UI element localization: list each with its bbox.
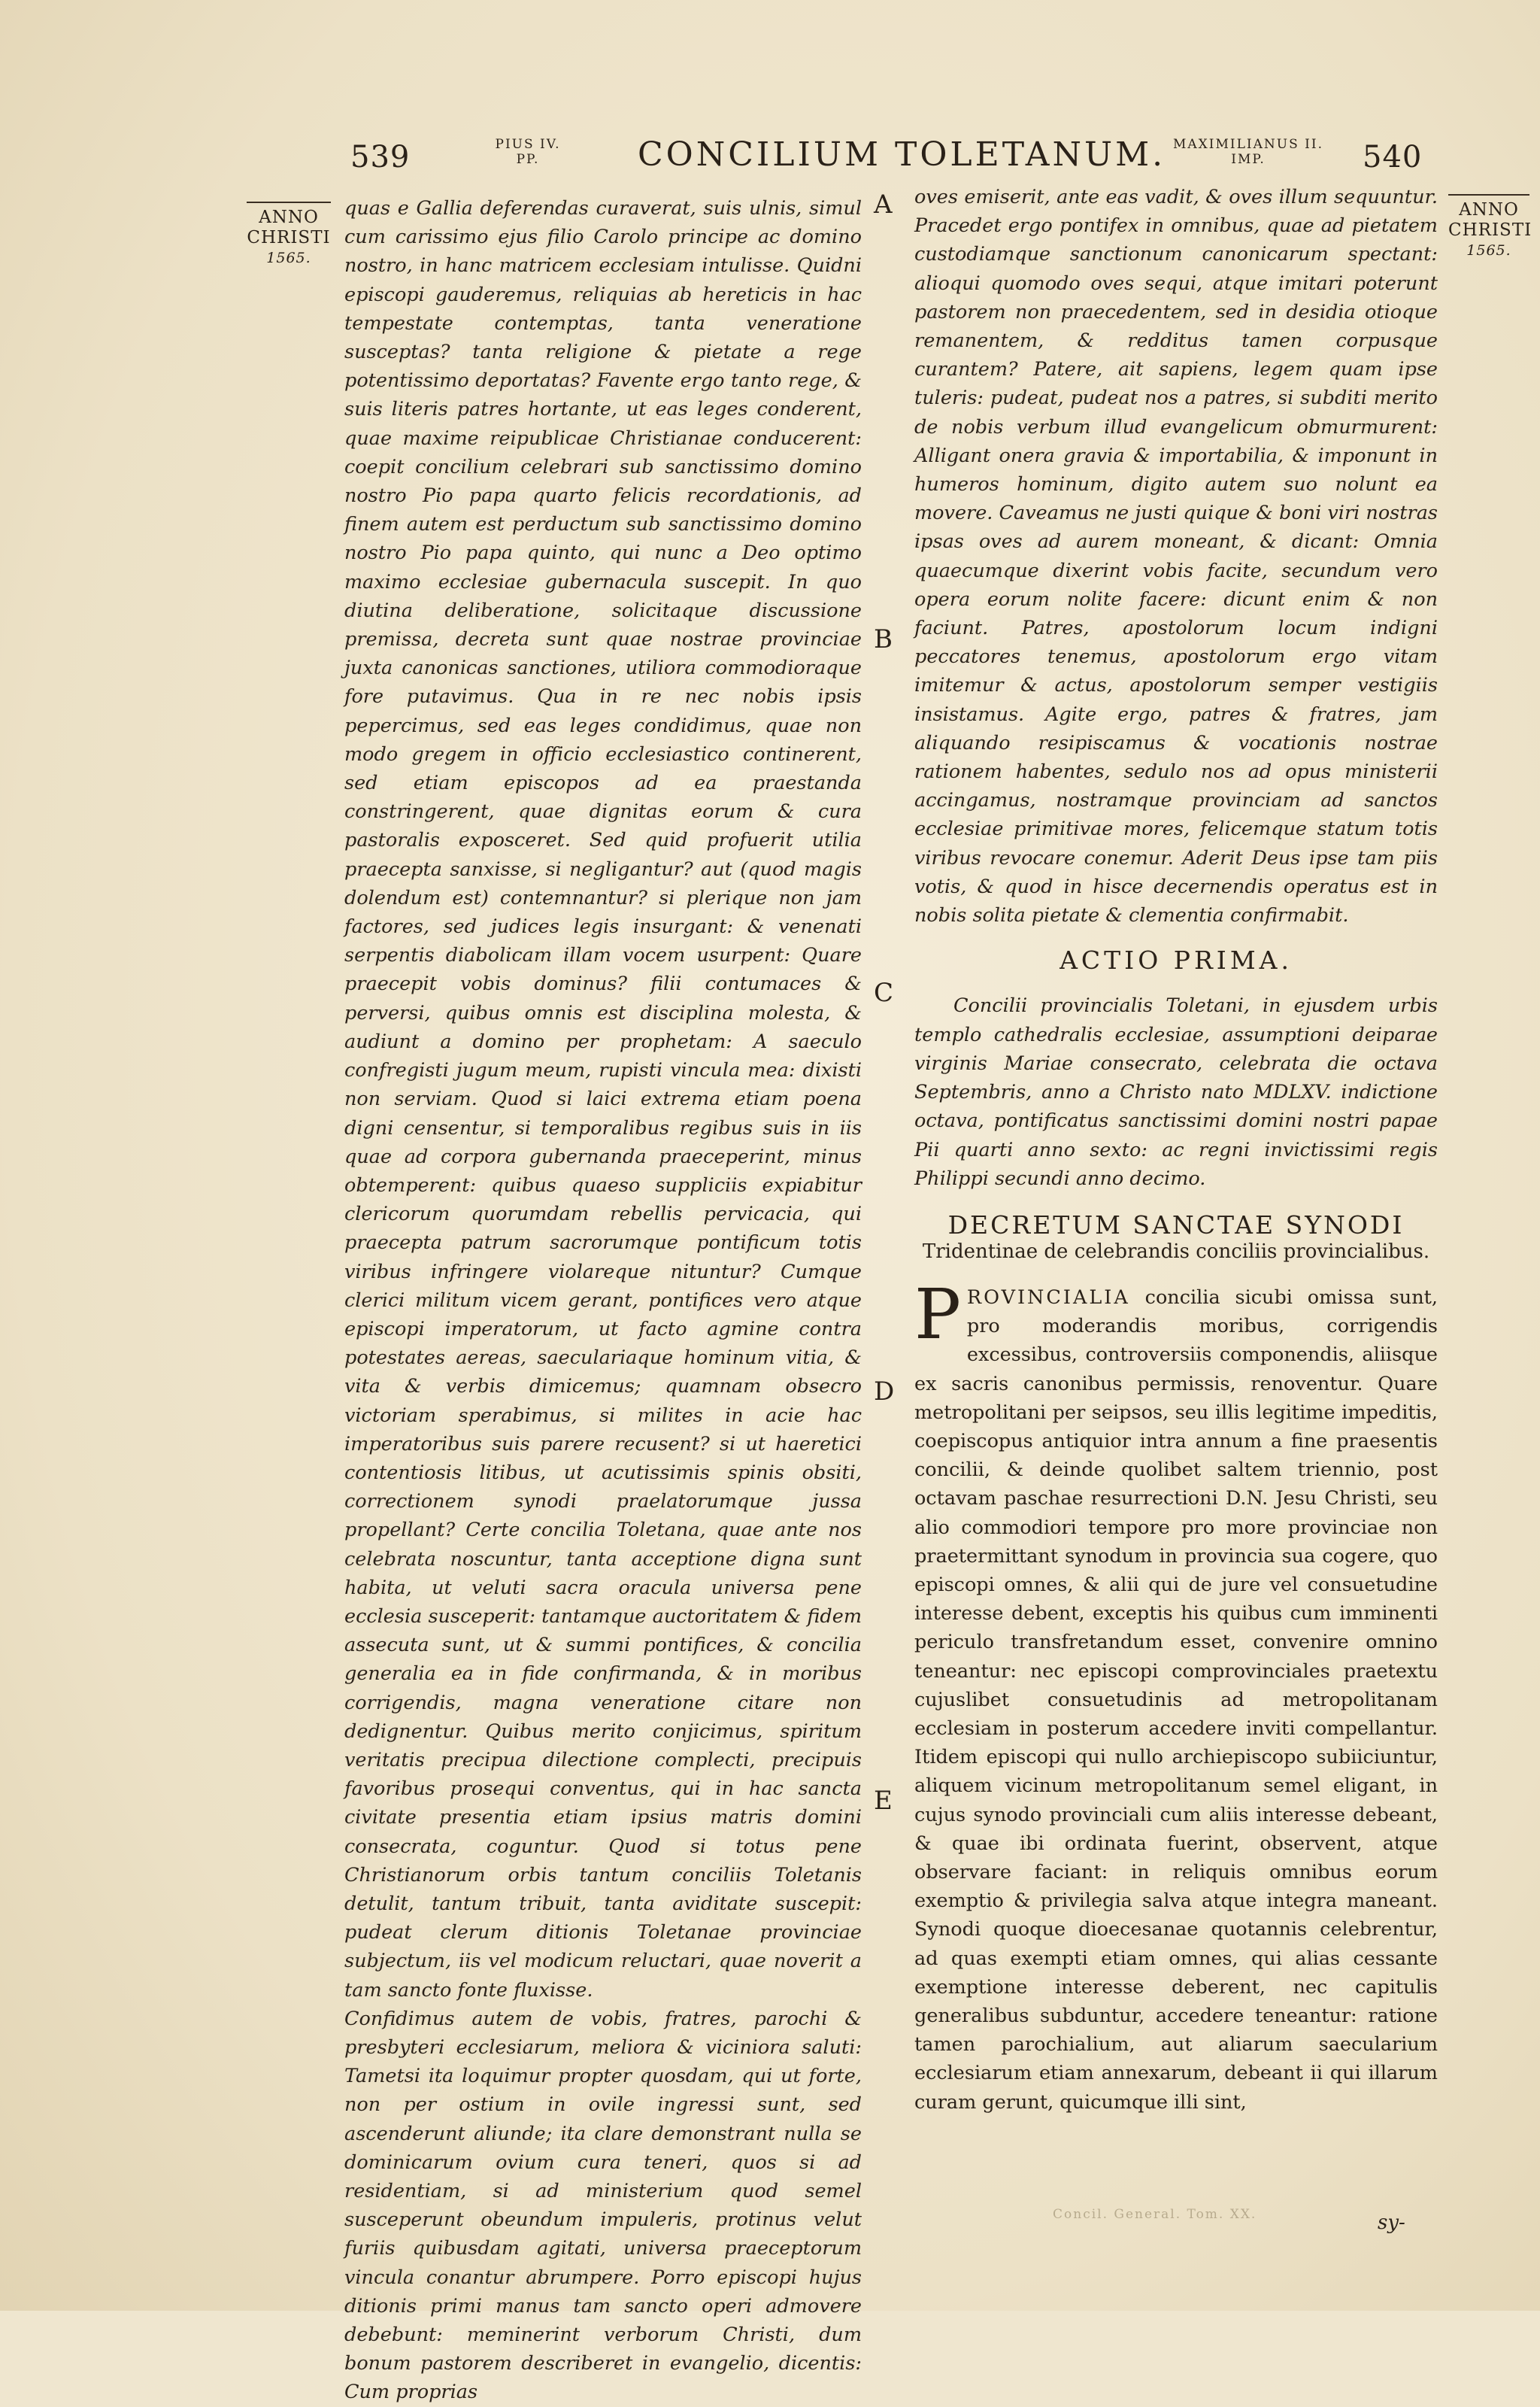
margin-anno: ANNO [259,208,319,227]
emperor-reference: MAXIMILIANUS II. IMP. [1173,137,1323,167]
left-paragraph-2: Confidimus autem de vobis, fratres, parochi & presbyteri ecclesiarum, meliora & viciniora saluti: Tametsi ita loquimur propter quosdam, qui ut forte, non per ostium in ovile ingressi sunt, sed ascenderunt aliunde; ita clare demonstrant nulla se dominicarum ovium cura teneri, quos si ad residentiam, si ad ministerium quod semel susceperunt obeundum impuleris, protinus velut furiis quibusdam agitati, universa praeceptorum vincula conantur abrumpere. Porro episcopi hujus ditionis primi manus tam sancto operi admovere debebunt: meminerint verborum Christi, dum bonum pastorem describeret in evangelio, dicentis: Cum proprias [344,2007,862,2404]
drop-cap: P [914,1273,961,1355]
actio-description: Concilii provincialis Toletani, in ejusdem urbis templo cathedralis ecclesiae, assumptioni deiparae virginis Mariae consecrato, celebrata die octava Septembris, anno a Christo nato MDLXV. indictione octava, pontificatus sanctissimi domini nostri papae Pii quarti anno sexto: ac regni invictissimi regis Philippi secundi anno decimo. [914,994,1438,1190]
footer-signature-faint: Concil. General. Tom. XX. [1053,2207,1257,2222]
section-marker-b: B [874,624,893,654]
page-number-left: 539 [350,140,411,175]
decretum-body: concilia sicubi omissa sunt, pro moderandis moribus, corrigendis excessibus, controversiis componendis, aliisque ex sacris canonibus permissis, renoventur. Quare metropolitani per seipsos, seu illis legitime impeditis, coepiscopus antiquior intra annum a fine praesentis concilii, & deinde quolibet saltem triennio, post octavam paschae resurrectioni D.N. Jesu Christi, seu alio commodiori tempore pro more provinciae non praetermittant synodum in provincia sua cogere, quo episcopi omnes, & alii qui de jure vel consuetudine interesse debent, exceptis his quibus cum imminenti periculo transfretandum esset, convenire omnino teneantur: nec episcopi comprovinciales praetextu cujuslibet consuetudinis ad metropolitanam ecclesiam in posterum accedere inviti compellantur. Itidem episcopi qui nullo archiepiscopo subiiciuntur, aliquem vicinum metropolitanum semel eligant, in cujus synodo provinciali cum aliis interesse debeant, & quae ibi ordinata fuerint, observent, atque observare faciant: in reliquis omnibus eorum exemptio & privilegia salva atque integra maneant. Synodi quoque dioecesanae quotannis celebrentur, ad quas exempti etiam omnes, qui alias cessante exemptione interesse deberent, nec capitulis generalibus subduntur, accedere teneantur: ratione tamen parochialium, aut aliarum saecularium ecclesiarum etiam annexarum, debeant ii qui illarum curam gerunt, quicumque illi sint, [914,1285,1438,2114]
section-marker-e: E [874,1786,893,1816]
section-marker-c: C [874,978,894,1008]
margin-note-left [247,202,331,269]
margin-rule [1448,194,1529,196]
page-number-right: 540 [1363,140,1423,175]
section-marker-d: D [874,1377,895,1407]
margin-anno: ANNO [1459,200,1519,220]
right-paragraph-1: oves emiserit, ante eas vadit, & oves illum sequuntur. Pracedet ergo pontifex in omnibus, quae ad pietatem custodiamque sanctionum canonicarum spectant: alioqui quomodo oves sequi, atque imitari poterunt pastorem non praecedentem, sed in desidia otioque remanentem, & redditus tamen corpusque curantem? Patere, ait sapiens, legem quam ipse tuleris: pudeat, pudeat nos a patres, si subditi merito de nobis verbum illud evangelicum obmurmurent: Alligant onera gravia & importabilia, & imponunt in humeros hominum, digito autem suo nolunt ea movere. Caveamus ne justi quique & boni viri nostras ipsas oves ad aurem moneant, & dicant: Omnia quaecumque dixerint vobis facite, secundum vero opera eorum nolite facere: dicunt enim & non faciunt. Patres, apostolorum locum indigni peccatores tenemus, apostolorum ergo vitam imitemur & actus, apostolorum semper vestigiis insistamus. Agite ergo, patres & fratres, jam aliquando resipiscamus & vocationis nostrae rationem habentes, sedulo nos ad opus ministerii accingamus, nostramque provinciam ad sanctos ecclesiae primitivae mores, felicemque statum totis viribus revocare conemur. Aderit Deus ipse tam piis votis, & quod in hisce decernendis operatus est in nobis solita pietate & clementia confirmabit. [914,186,1438,927]
section-marker-a: A [874,190,893,220]
margin-rule [247,202,331,203]
margin-christi: CHRISTI [1448,220,1532,240]
margin-year: 1565. [1466,242,1511,259]
pope-reference: PIUS IV. PP. [495,137,561,167]
decretum-heading: DECRETUM SANCTAE SYNODI [947,1210,1405,1240]
actio-heading: ACTIO PRIMA. [1060,945,1293,976]
left-column [344,194,862,2407]
decretum-first-word: ROVINCIALIA [966,1285,1130,1309]
decretum-paragraph [914,1273,1438,2117]
catchword: sy- [1378,2211,1405,2234]
page-title: CONCILIUM TOLETANUM. [638,135,1166,174]
decretum-subheading: Tridentinae de celebrandis conciliis provincialibus. [922,1240,1430,1263]
margin-christi: CHRISTI [247,228,331,247]
left-paragraph-1: quas e Gallia deferendas curaverat, suis ulnis, simul cum carissimo ejus filio Carolo principe ac domino nostro, in hanc matricem ecclesiam intulisse. Quidni episcopi gauderemus, reliquias ab hereticis in hac tempestate contemptas, tanta veneratione susceptas? tanta religione & pietate a rege potentissimo deportatas? Favente ergo tanto rege, & suis literis patres hortante, ut eas leges conderent, quae maxime reipublicae Christianae conducerent: coepit concilium celebrari sub sanctissimo domino nostro Pio papa quarto felicis recordationis, ad finem autem est perductum sub sanctissimo domino nostro Pio papa quinto, qui nunc a Deo optimo maximo ecclesiae gubernacula suscepit. In quo diutina deliberatione, solicitaque discussione premissa, decreta sunt quae nostrae provinciae juxta canonicas sanctiones, utiliora commodioraque fore putavimus. Qua in re nec nobis ipsis pepercimus, sed eas leges condidimus, quae non modo gregem in officio ecclesiastico continerent, sed etiam episcopos ad ea praestanda constringerent, quae dignitas eorum & cura pastoralis exposceret. Sed quid profuerit utilia praecepta sanxisse, si negligantur? aut (quod magis dolendum est) contemnantur? si plerique non jam factores, sed judices legis insurgant: & venenati serpentis diabolicam illam vocem usurpent: Quare praecepit vobis dominus? filii contumaces & perversi, quibus omnis est disciplina molesta, & audiunt a domino per prophetam: A saeculo confregisti jugum meum, rupisti vincula mea: dixisti non serviam. Quod si laici extrema etiam poena digni censentur, si temporalibus regibus suis in iis quae ad corpora gubernanda praeceperint, minus obtemperent: quibus quaeso suppliciis expiabitur clericorum quorumdam rebellis pervicacia, qui praecepta patrum sacrorumque pontificum totis viribus infringere violareque nituntur? Cumque clerici militum vicem gerant, pontifices vero atque episcopi imperatorum, ut facto agmine contra potestates aereas, saeculariaque hominum vitia, & vita & verbis dimicemus; quamnam obsecro victoriam sperabimus, si milites in acie hac imperatoribus suis parere recusent? si ut haeretici contentiosis litibus, ut acutissimis spinis obsiti, correctionem synodi praelatorumque jussa propellant? Certe concilia Toletana, quae ante nos celebrata noscuntur, tanta acceptione digna sunt habita, ut veluti sacra oracula universa pene ecclesia susceperit: tantamque auctoritatem & fidem assecuta sunt, ut & summi pontifices, & concilia generalia ea in fide confirmanda, & in moribus corrigendis, magna veneratione citare non dedignentur. Quibus merito conjicimus, spiritum veritatis precipua dilectione complecti, precipuis favoribus prosequi conventus, qui in hac sancta civitate presentia etiam ipsius matris domini consecrata, coguntur. Quod si totus pene Christianorum orbis tantum conciliis Toletanis detulit, tantum tribuit, tanta aviditate suscepit: pudeat clerum ditionis Toletanae provinciae subjectum, iis vel modicum reluctari, quae noverit a tam sancto fonte fluxisse. [344,197,862,2002]
margin-note-right [1448,194,1532,261]
right-column [914,183,1438,2117]
margin-year: 1565. [266,250,311,266]
